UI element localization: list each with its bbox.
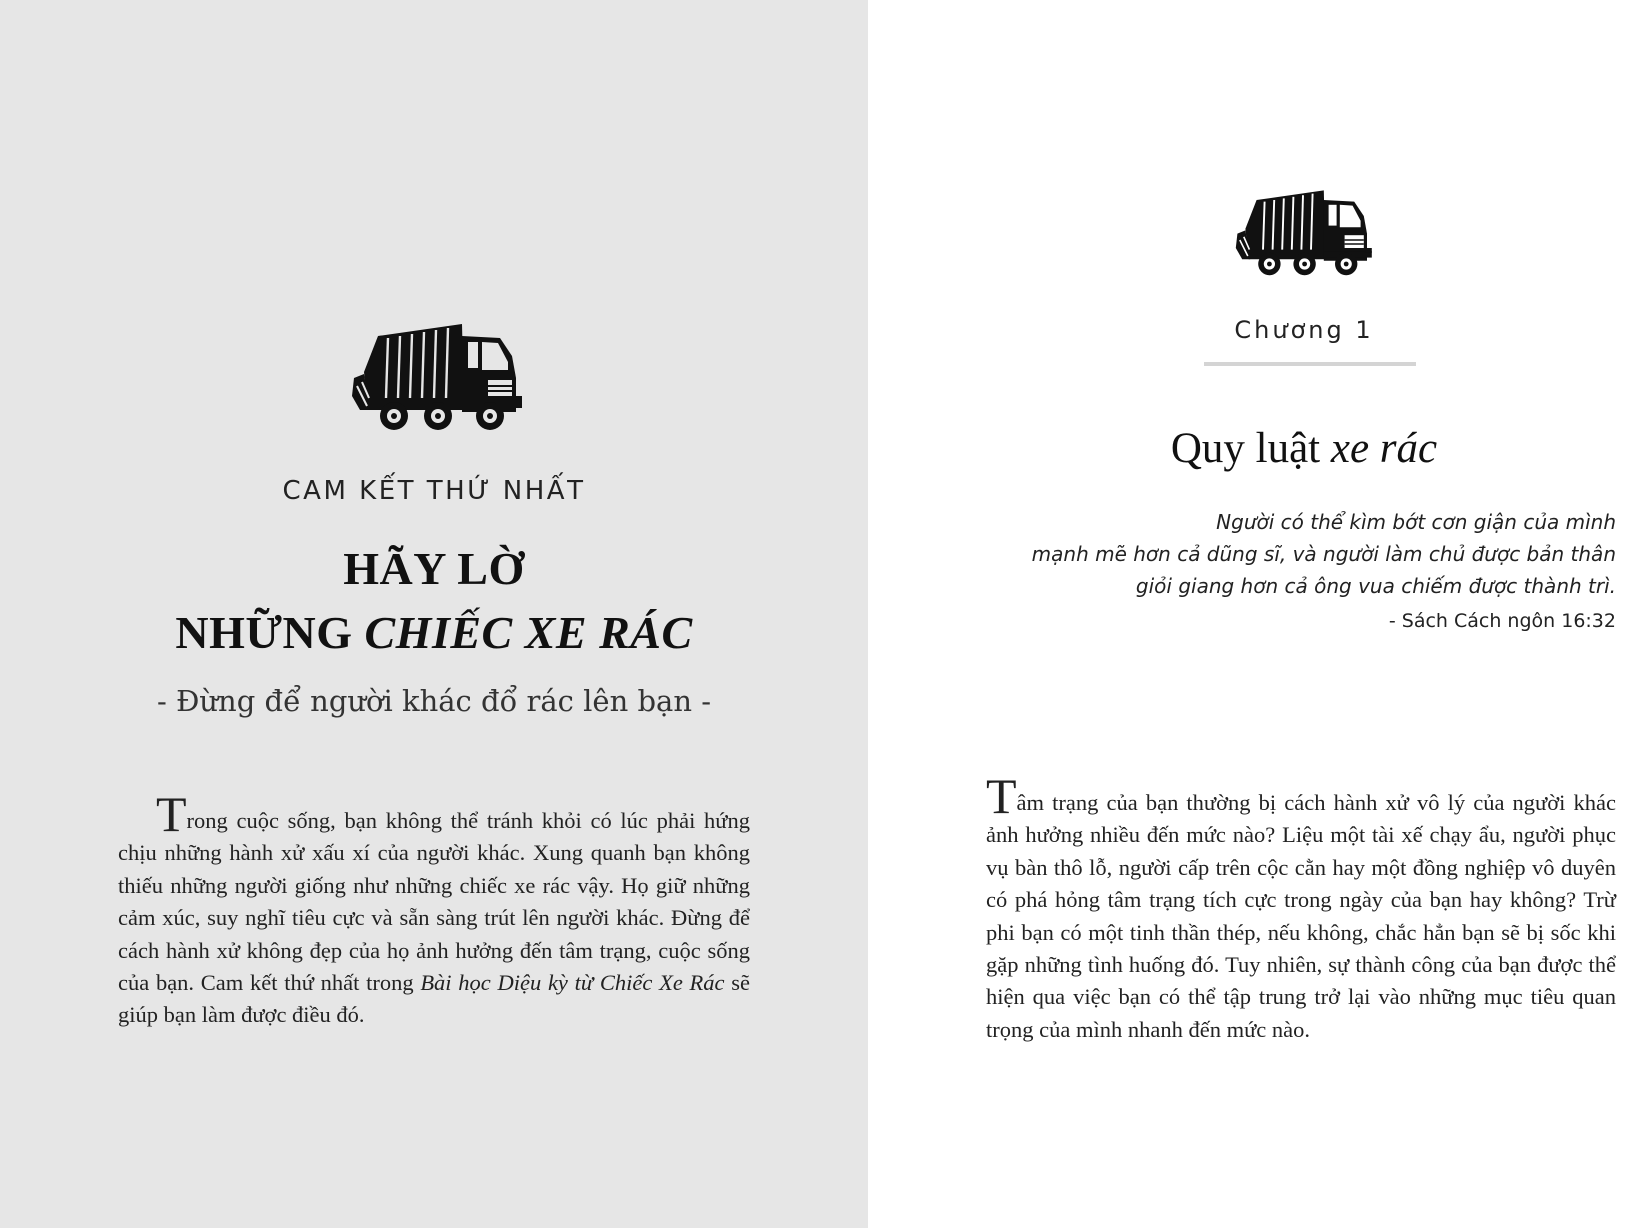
chapter-title-plain: Quy luật xyxy=(1170,425,1331,472)
left-dropcap: T xyxy=(156,786,187,842)
right-body-paragraph xyxy=(986,768,1616,1046)
left-title-line2-italic: CHIẾC XE RÁC xyxy=(364,607,693,658)
epigraph-line3: giỏi giang hơn cả ông vua chiếm được thành trì. xyxy=(1135,574,1616,598)
epigraph-source: - Sách Cách ngôn 16:32 xyxy=(1388,610,1616,632)
right-dropcap: T xyxy=(986,768,1017,824)
left-subtitle: - Đừng để người khác đổ rác lên bạn - xyxy=(156,684,712,718)
left-title-line2 xyxy=(0,606,868,659)
epigraph-line2: mạnh mẽ hơn cả dũng sĩ, và người làm chủ được bản thân xyxy=(1031,542,1616,566)
left-body-part2: sẽ giúp bạn làm được điều đó. xyxy=(118,970,750,1028)
pledge-label: CAM KẾT THỨ NHẤT xyxy=(282,476,586,506)
chapter-title-italic: xe rác xyxy=(1330,425,1438,472)
left-title-line1: HÃY LỜ xyxy=(343,543,525,594)
left-body-book-title: Bài học Diệu kỳ từ Chiếc Xe Rác xyxy=(420,970,725,996)
right-body-text: âm trạng của bạn thường bị cách hành xử vô lý của người khác ảnh hưởng nhiều đến mức nào? Liệu một tài xế chạy ẩu, người phục vụ bàn thô lỗ, người cấp trên cộc cằn hay một đồng nghiệp vô duyên có phá hỏng tâm trạng tích cực trong ngày của bạn hay không? Trừ phi bạn có một tinh thần thép, nếu không, chắc hẳn bạn sẽ bị sốc khi gặp những tình huống đó. Tuy nhiên, sự thành công của bạn được thể hiện qua việc bạn có thể tập trung trở lại vào những mục tiêu quan trọng của mình nhanh đến mức nào. xyxy=(986,790,1616,1042)
left-body-part1: rong cuộc sống, bạn không thể tránh khỏi có lúc phải hứng chịu những hành xử xấu xí của người khác. Xung quanh bạn không thiếu những người giống như những chiếc xe rác vậy. Họ giữ những cảm xúc, suy nghĩ tiêu cực và sẵn sàng trút lên người khác. Đừng để cách hành xử không đẹp của họ ảnh hưởng đến tâm trạng, cuộc sống của bạn. Cam kết thứ nhất trong xyxy=(118,808,750,996)
epigraph-line1: Người có thể kìm bớt cơn giận của mình xyxy=(1216,510,1616,534)
garbage-truck-icon xyxy=(350,316,522,436)
chapter-divider xyxy=(1204,362,1416,366)
left-title-line2-plain: NHỮNG xyxy=(175,607,365,658)
garbage-truck-icon xyxy=(1234,184,1372,280)
left-body-paragraph xyxy=(118,786,750,1032)
chapter-title xyxy=(1100,424,1508,473)
chapter-label: Chương 1 xyxy=(1234,316,1374,344)
